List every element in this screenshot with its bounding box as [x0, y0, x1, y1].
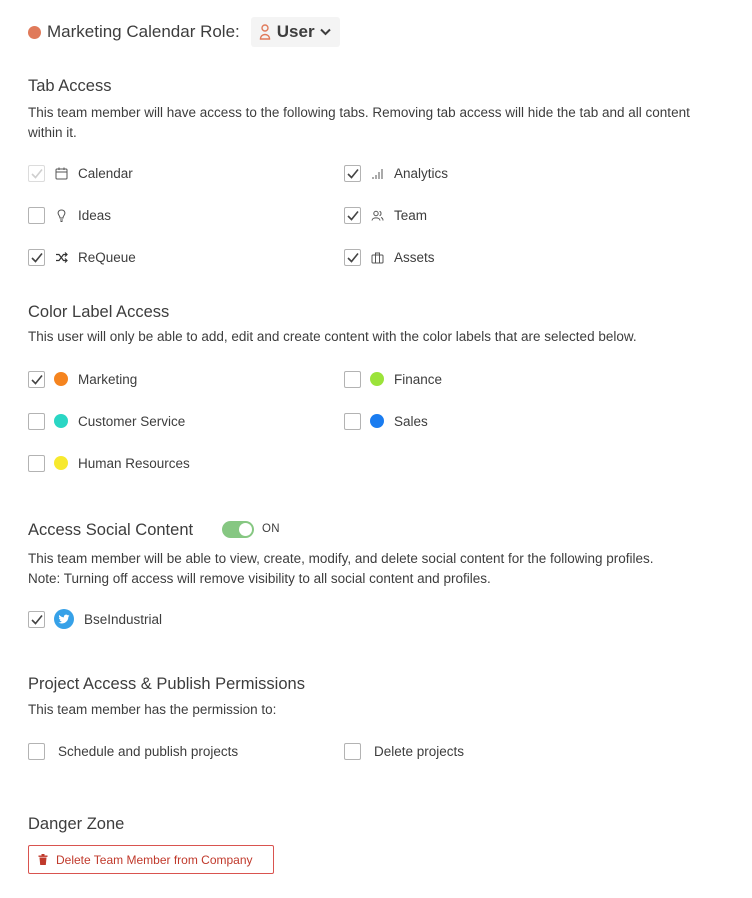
delete-team-member-button[interactable] [28, 845, 274, 874]
danger-zone-title: Danger Zone [28, 815, 125, 833]
color-option-human-resources[interactable] [28, 453, 190, 473]
assets-checkbox[interactable] [344, 249, 361, 266]
ideas-checkbox[interactable] [28, 207, 45, 224]
social-profile-label: BseIndustrial [84, 611, 163, 627]
role-value: User [276, 22, 315, 41]
schedule-publish-checkbox[interactable] [28, 743, 45, 760]
marketing-checkbox[interactable] [28, 371, 45, 388]
tab-option-requeue[interactable] [28, 247, 136, 267]
delete-projects-checkbox[interactable] [344, 743, 361, 760]
tab-option-ideas[interactable] [28, 205, 111, 225]
social-access-toggle[interactable] [222, 521, 254, 538]
sales-checkbox[interactable] [344, 413, 361, 430]
permission-schedule-publish[interactable] [28, 741, 238, 761]
project-access-title: Project Access & Publish Permissions [28, 675, 305, 693]
requeue-checkbox[interactable] [28, 249, 45, 266]
role-dropdown[interactable] [251, 17, 340, 47]
color-option-label: Finance [394, 371, 443, 387]
color-option-label: Marketing [78, 371, 138, 387]
briefcase-icon [370, 250, 384, 264]
social-access-title: Access Social Content [28, 521, 194, 539]
tab-option-calendar[interactable] [28, 163, 133, 183]
tab-option-assets[interactable] [344, 247, 435, 267]
calendar-checkbox[interactable] [28, 165, 45, 182]
social-description-line1: This team member will be able to view, create, modify, and delete social content for the following profiles. [28, 551, 654, 566]
customer-service-checkbox[interactable] [28, 413, 45, 430]
social-profile-checkbox[interactable] [28, 611, 45, 628]
twitter-icon [54, 609, 74, 629]
human-resources-checkbox[interactable] [28, 455, 45, 472]
tab-access-description: This team member will have access to the following tabs. Removing tab access will hide the tab and all content within it. [28, 105, 690, 140]
finance-color-dot [370, 372, 384, 386]
delete-team-member-label: Delete Team Member from Company [56, 852, 253, 867]
color-label-title: Color Label Access [28, 303, 170, 321]
permission-label: Delete projects [374, 743, 465, 759]
shuffle-icon [54, 250, 68, 264]
bar-chart-icon [370, 166, 384, 180]
human-resources-color-dot [54, 456, 68, 470]
sales-color-dot [370, 414, 384, 428]
analytics-checkbox[interactable] [344, 165, 361, 182]
color-option-customer-service[interactable] [28, 411, 185, 431]
team-checkbox[interactable] [344, 207, 361, 224]
trash-icon [38, 854, 48, 865]
project-access-description: This team member has the permission to: [28, 702, 277, 717]
role-color-dot [28, 26, 41, 39]
social-access-toggle-group [222, 520, 280, 538]
color-option-marketing[interactable] [28, 369, 137, 389]
tab-option-label: Ideas [78, 207, 112, 223]
color-option-label: Sales [394, 413, 428, 429]
lightbulb-icon [54, 208, 68, 222]
social-profile-option[interactable] [28, 609, 162, 629]
users-icon [370, 208, 384, 222]
user-icon [259, 24, 271, 40]
calendar-icon [54, 166, 68, 180]
color-option-label: Customer Service [78, 413, 186, 429]
tab-option-analytics[interactable] [344, 163, 448, 183]
role-header [28, 17, 340, 47]
role-label: Marketing Calendar Role: [47, 22, 240, 41]
color-option-finance[interactable] [344, 369, 442, 389]
tab-option-team[interactable] [344, 205, 427, 225]
color-option-label: Human Resources [78, 455, 190, 471]
permission-delete-projects[interactable] [344, 741, 464, 761]
marketing-color-dot [54, 372, 68, 386]
tab-option-label: Assets [394, 249, 435, 265]
color-label-description: This user will only be able to add, edit and create content with the color labels that are selected below. [28, 329, 637, 344]
tab-option-label: Team [394, 207, 428, 223]
chevron-down-icon [320, 28, 331, 36]
tab-option-label: Analytics [394, 165, 449, 181]
color-option-sales[interactable] [344, 411, 428, 431]
tab-access-title: Tab Access [28, 77, 112, 95]
social-description-line2: Note: Turning off access will remove visibility to all social content and profiles. [28, 571, 491, 586]
permission-label: Schedule and publish projects [58, 743, 239, 759]
toggle-state-label: ON [262, 523, 280, 535]
tab-option-label: ReQueue [78, 249, 136, 265]
tab-option-label: Calendar [78, 165, 133, 181]
finance-checkbox[interactable] [344, 371, 361, 388]
customer-service-color-dot [54, 414, 68, 428]
